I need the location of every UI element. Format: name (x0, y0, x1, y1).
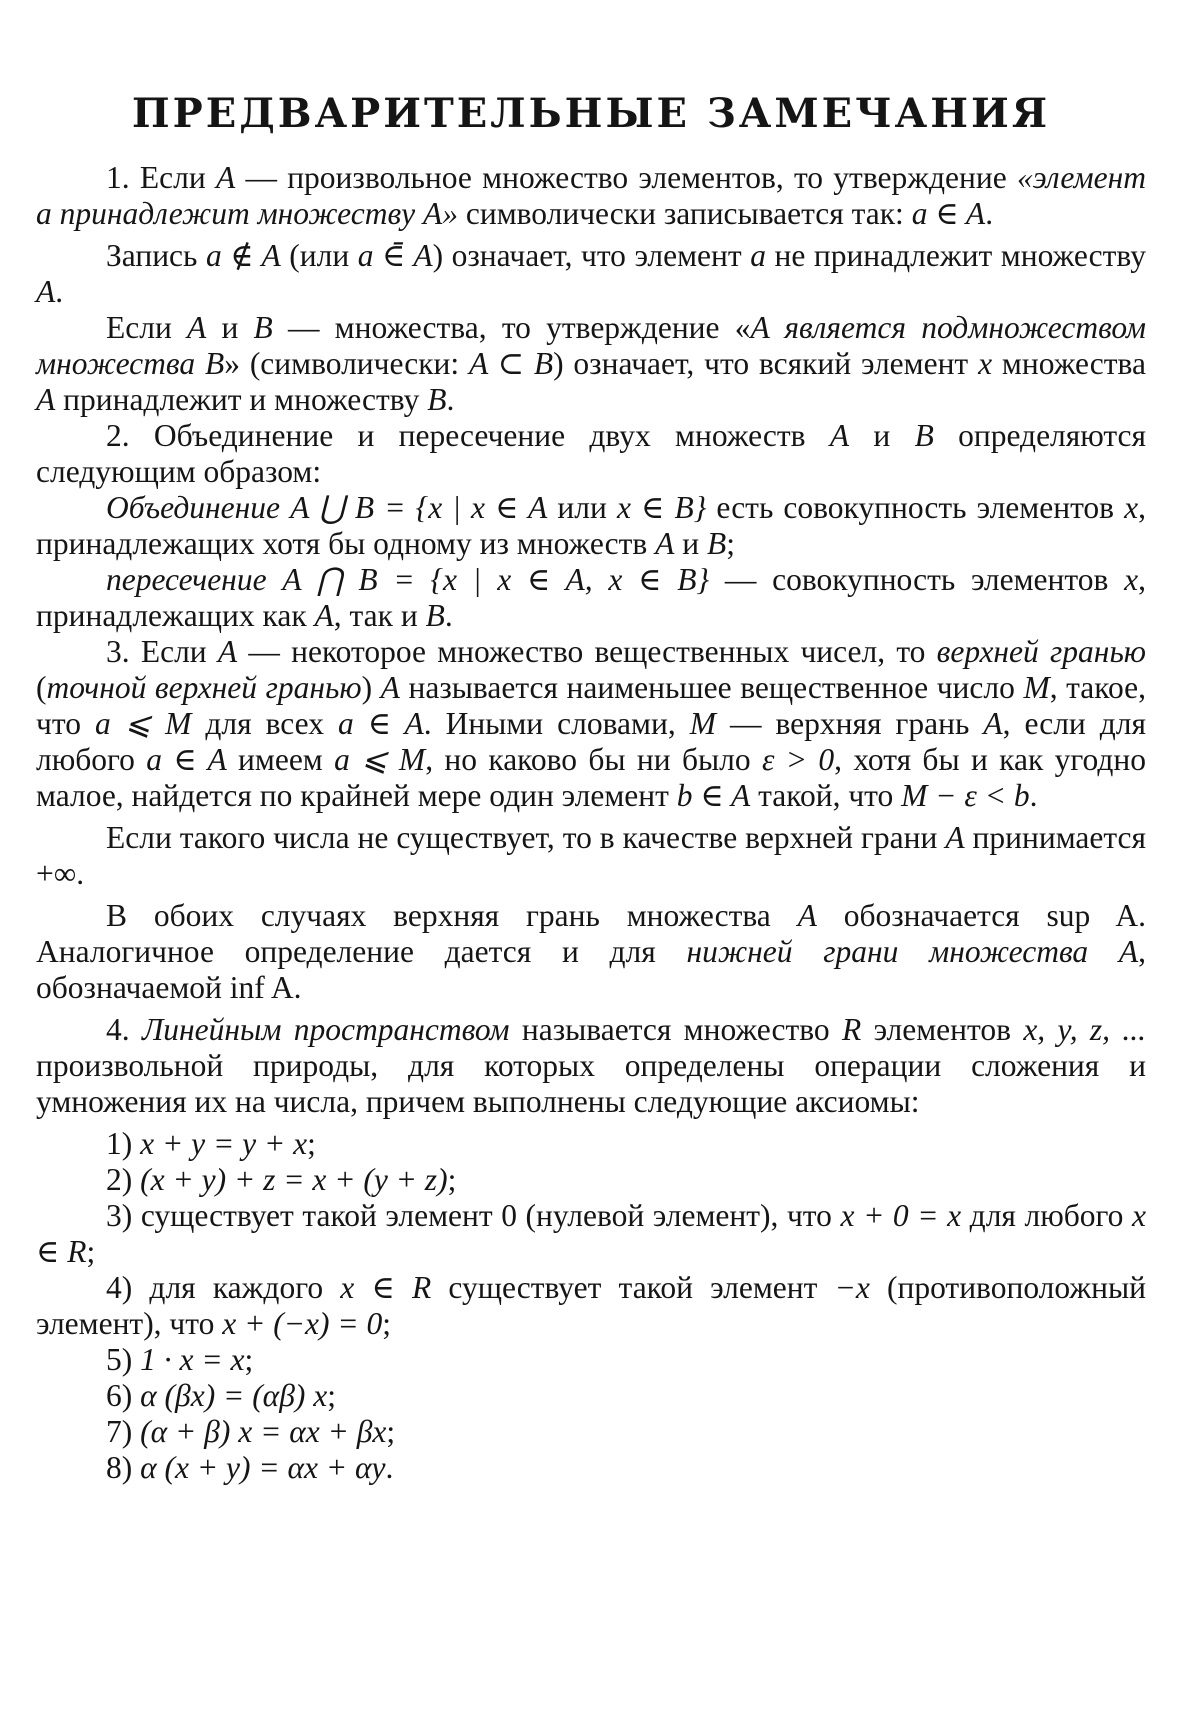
text-run: и (849, 418, 915, 453)
math-symbol: A (983, 706, 1003, 741)
text-run: ; (447, 1162, 457, 1197)
text-run: — верхняя грань (715, 706, 984, 741)
text-run: — произвольное множество элементов, то утверждение (235, 160, 1017, 195)
math-symbol: B (253, 310, 273, 345)
text-run: ; (726, 526, 736, 561)
axiom-3 (36, 1198, 1146, 1270)
text-run: для любого (961, 1198, 1133, 1233)
text-run: Если такого числа не существует, то в качестве верхней грани (106, 820, 946, 855)
math-formula: a ∉ A (205, 238, 281, 273)
text-run: произвольной природы, для которых определены операции сложения и умножения их на числа, причем выполнены следующие аксиомы: (36, 1048, 1146, 1119)
axiom-7 (36, 1414, 1146, 1450)
math-formula: x, y, z, ... (1023, 1012, 1147, 1047)
term-exact-upper-bound: точной верхней гранью (46, 670, 362, 705)
text-run: Если (106, 310, 188, 345)
text-run: 3) существует такой элемент 0 (нулевой элемент), что (106, 1198, 841, 1233)
math-symbol: x (1124, 490, 1139, 525)
text-run: В обоих случаях верхняя грань множества (106, 898, 798, 933)
math-formula: x ∈ R (340, 1270, 432, 1305)
text-run: , но каково бы ни было (425, 742, 762, 777)
axiom-number: 7) (106, 1414, 141, 1449)
math-formula: x + y = y + x (140, 1126, 308, 1161)
text-run: есть совокупность элементов (706, 490, 1125, 525)
text-run: не принадлежит множеству (765, 238, 1146, 273)
text-run: или (547, 490, 617, 525)
math-symbol: B (427, 382, 447, 417)
text-run: . (446, 382, 455, 417)
math-formula: −x (834, 1270, 870, 1305)
axiom-5 (36, 1342, 1146, 1378)
math-symbol: a (750, 238, 766, 273)
text-run: . (444, 598, 453, 633)
term-upper-bound: верхней гранью (936, 634, 1146, 669)
math-symbol: A (187, 310, 207, 345)
math-formula: A ⋃ B = {x | x ∈ A (280, 490, 548, 525)
text-run: ) означает, что всякий элемент (553, 346, 979, 381)
text-run: 4. (106, 1012, 142, 1047)
text-run: принадлежит и множеству (55, 382, 428, 417)
page-title: ПРЕДВАРИТЕЛЬНЫЕ ЗАМЕЧАНИЯ (131, 90, 1051, 137)
math-symbol: A (945, 820, 965, 855)
paragraph-linear-space (36, 1012, 1146, 1120)
text-run: ; (307, 1126, 316, 1161)
math-formula: inf A (229, 970, 294, 1005)
text-run: множества (992, 346, 1146, 381)
axiom-number: 1) (106, 1126, 141, 1161)
math-formula: a ⩽ M (334, 742, 426, 777)
math-symbol: A (797, 898, 817, 933)
term-lower-bound: нижней грани множества A (686, 934, 1139, 969)
text-run: . (55, 274, 64, 309)
math-formula: +∞ (36, 856, 77, 891)
emphasized-phrase: «элемент a принадлежит множеству A» (36, 160, 1146, 231)
text-run: , если для любого (36, 706, 1147, 777)
math-formula: x + 0 = x (840, 1198, 962, 1233)
text-run: такой, что (750, 778, 902, 813)
text-run: 3. Если (106, 634, 218, 669)
text-run: определяются следующим образом: (36, 418, 1146, 489)
math-formula: a ∈ A (337, 706, 424, 741)
text-run: обозначается (816, 898, 1047, 933)
text-run: . (1029, 778, 1038, 813)
math-formula: x ∈ B} (616, 490, 707, 525)
text-run: . (293, 970, 302, 1005)
math-symbol: A (380, 670, 400, 705)
text-run: элементов (861, 1012, 1024, 1047)
text-run: существует такой элемент (431, 1270, 835, 1305)
text-run: ) (361, 670, 381, 705)
math-symbol: A (215, 160, 236, 195)
text-run: для всех (191, 706, 338, 741)
paragraph-4 (36, 418, 1146, 490)
axiom-6 (36, 1378, 1146, 1414)
text-run: ; (386, 1414, 396, 1449)
text-run: 1. Если (106, 160, 216, 195)
math-symbol: A (36, 274, 56, 309)
text-run: называется множество (509, 1012, 843, 1047)
text-run: имеем (226, 742, 335, 777)
math-formula: ε > 0 (762, 742, 835, 777)
math-formula: a ∈ A (911, 196, 986, 231)
math-symbol: A (829, 418, 850, 453)
math-symbol: A (655, 526, 675, 561)
text-run: . Аналогичное определение дается и для (36, 898, 1146, 969)
math-formula: (α + β) x = αx + βx (140, 1414, 387, 1449)
paragraph-supremum (36, 634, 1146, 814)
math-formula: a ⩽ M (94, 706, 192, 741)
text-run: ; (86, 1234, 96, 1269)
text-run: — множества, то утверждение « (272, 310, 751, 345)
text-run: . (985, 196, 994, 231)
text-run: (или (280, 238, 358, 273)
text-run: , такое, что (36, 670, 1146, 741)
text-run: , так и (333, 598, 426, 633)
math-symbol: A (36, 382, 56, 417)
text-run: символически записывается так: (457, 196, 912, 231)
text-run: ; (327, 1378, 337, 1413)
math-symbol: x (978, 346, 993, 381)
paragraph-3 (36, 310, 1146, 418)
paragraph-union (36, 490, 1146, 562)
math-symbol: B (707, 526, 727, 561)
text-run: и (206, 310, 254, 345)
math-formula: 1 · x = x (140, 1342, 245, 1377)
term-intersection: пересечение (106, 562, 267, 597)
text-run: . Иными словами, (423, 706, 690, 741)
axiom-number: 8) (106, 1450, 141, 1485)
math-formula: α (βx) = (αβ) x (140, 1378, 328, 1413)
paragraph-intersection (36, 562, 1146, 634)
math-formula: x + (−x) = 0 (222, 1306, 383, 1341)
text-run: и (674, 526, 708, 561)
math-formula: x ∈ R (36, 1198, 1146, 1269)
text-run: . (385, 1450, 394, 1485)
math-formula: A ⊂ B (469, 346, 554, 381)
text-run: — совокупность элементов (709, 562, 1125, 597)
math-symbol: x (1124, 562, 1139, 597)
axiom-number: 5) (106, 1342, 141, 1377)
text-run: ( (36, 670, 47, 705)
math-symbol: B (425, 598, 445, 633)
text-run: , обозначаемой (36, 934, 1146, 1005)
text-run: , хотя бы и как угодно малое, найдется по крайней мере один элемент (36, 742, 1146, 813)
math-symbol: M (1023, 670, 1050, 705)
text-run: . (76, 856, 85, 891)
text-run: — некоторое множество вещественных чисел, то (237, 634, 937, 669)
term-linear-space: Линейным пространством (141, 1012, 510, 1047)
paragraph-2 (36, 238, 1146, 310)
math-symbol: R (842, 1012, 862, 1047)
math-formula: α (x + y) = αx + αy (140, 1450, 386, 1485)
math-formula: A ⋂ B = {x | x ∈ A, x ∈ B} (266, 562, 710, 597)
paragraph-infinity (36, 820, 1146, 892)
math-symbol: B (914, 418, 934, 453)
axiom-number: 2) (106, 1162, 141, 1197)
axiom-number: 6) (106, 1378, 141, 1413)
text-run: 2. Объединение и пересечение двух множеств (106, 418, 830, 453)
emphasized-phrase: A является подмножеством множества B (36, 310, 1146, 381)
text-run: принимается (964, 820, 1146, 855)
paragraph-sup-inf (36, 898, 1146, 1006)
math-formula: b ∈ A (676, 778, 751, 813)
math-formula: sup A (1046, 898, 1139, 933)
math-symbol: M (689, 706, 716, 741)
text-run: 4) для каждого (106, 1270, 341, 1305)
axiom-8 (36, 1450, 1146, 1486)
text-run: Запись (106, 238, 206, 273)
text-run: , принадлежащих как (36, 562, 1146, 633)
text-run: ; (244, 1342, 254, 1377)
term-union: Объединение (106, 490, 281, 525)
axiom-2 (36, 1162, 1146, 1198)
axiom-1 (36, 1126, 1146, 1162)
text-run: называется наименьшее вещественное число (399, 670, 1024, 705)
text-run: , принадлежащих хотя бы одному из множеств (36, 490, 1147, 561)
math-formula: a ∈̄ A (357, 238, 433, 273)
math-formula: M − ε < b (901, 778, 1030, 813)
text-run: ) означает, что элемент (432, 238, 751, 273)
text-run: (противоположный элемент), что (36, 1270, 1146, 1341)
math-symbol: A (217, 634, 238, 669)
math-symbol: A (314, 598, 334, 633)
paragraph-1 (36, 160, 1146, 232)
math-formula: (x + y) + z = x + (y + z) (140, 1162, 448, 1197)
math-formula: a ∈ A (146, 742, 227, 777)
document-page (36, 90, 1146, 1486)
text-run: » (символически: (224, 346, 470, 381)
text-run: ; (382, 1306, 391, 1341)
axiom-4 (36, 1270, 1146, 1342)
